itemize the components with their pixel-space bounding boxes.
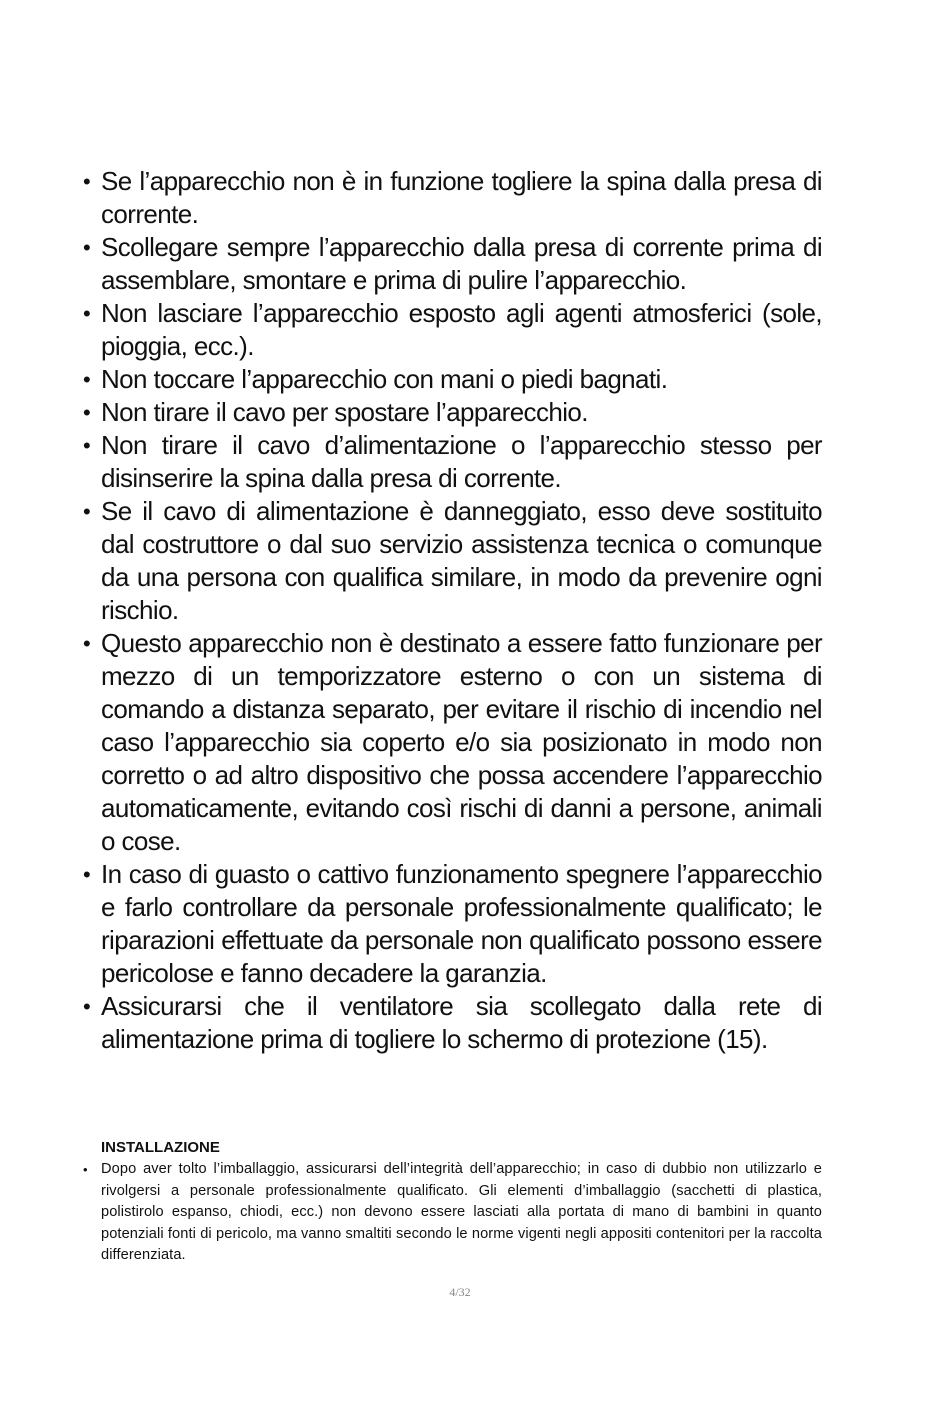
list-item: [80, 1159, 822, 1267]
list-item: [80, 396, 822, 429]
bullet-icon: •: [83, 169, 91, 194]
list-item-text: Assicurarsi che il ventilatore sia scollegato dalla rete di alimentazione prima di togliere lo schermo di protezione (15).: [101, 991, 822, 1054]
list-item: [80, 297, 822, 363]
installation-heading: INSTALLAZIONE: [101, 1139, 220, 1156]
list-item: [80, 363, 822, 396]
bullet-icon: •: [83, 433, 91, 458]
bullet-icon: •: [83, 499, 91, 524]
list-item: [80, 231, 822, 297]
list-item-text: Questo apparecchio non è destinato a essere fatto funzionare per mezzo di un temporizzatore esterno o con un sistema di comando a distanza separato, per evitare il rischio di incendio nel caso l’apparecchio sia coperto e/o sia posizionato in modo non corretto o ad altro dispositivo che possa accendere l’apparecchio automaticamente, evitando così rischi di danni a persone, animali o cose.: [101, 628, 822, 856]
safety-warnings-list: [80, 165, 822, 1056]
bullet-icon: •: [83, 235, 91, 260]
list-item: [80, 495, 822, 627]
list-item: [80, 165, 822, 231]
list-item-text: Se l’apparecchio non è in funzione togliere la spina dalla presa di corrente.: [101, 166, 822, 229]
list-item-text: Non lasciare l’apparecchio esposto agli agenti atmosferici (sole, pioggia, ecc.).: [101, 298, 822, 361]
bullet-icon: •: [83, 400, 91, 425]
list-item-text: Se il cavo di alimentazione è danneggiato, esso deve sostituito dal costruttore o dal suo servizio assistenza tecnica o comunque da una persona con qualifica similare, in modo da prevenire ogni rischio.: [101, 496, 822, 625]
list-item-text: Scollegare sempre l’apparecchio dalla presa di corrente prima di assemblare, smontare e prima di pulire l’apparecchio.: [101, 232, 822, 295]
list-item-text: Non tirare il cavo per spostare l’apparecchio.: [101, 397, 588, 427]
list-item-text: Non tirare il cavo d’alimentazione o l’apparecchio stesso per disinserire la spina dalla presa di corrente.: [101, 430, 822, 493]
bullet-icon: •: [83, 631, 91, 656]
bullet-icon: •: [83, 301, 91, 326]
list-item-text: Dopo aver tolto l’imballaggio, assicurarsi dell’integrità dell’apparecchio; in caso di dubbio non utilizzarlo e rivolgersi a personale professionalmente qualificato. Gli elementi d’imballaggio (sacchetti di plastica, polistirolo espanso, chiodi, ecc.) non devono essere lasciati alla portata di mano di bambini in quanto potenziali fonti di pericolo, ma vanno smaltiti secondo le norme vigenti negli appositi contenitori per la raccolta differenziata.: [101, 1161, 822, 1263]
page-number: 4/32: [449, 1285, 471, 1299]
installation-list: [80, 1159, 822, 1267]
list-item: [80, 990, 822, 1056]
installation-section: [80, 1138, 822, 1267]
bullet-icon: •: [83, 1162, 88, 1177]
bullet-icon: •: [83, 862, 91, 887]
list-item: [80, 627, 822, 858]
list-item-text: In caso di guasto o cattivo funzionamento spegnere l’apparecchio e farlo controllare da personale professionalmente qualificato; le riparazioni effettuate da personale non qualificato possono essere pericolose e fanno decadere la garanzia.: [101, 859, 822, 988]
bullet-icon: •: [83, 994, 91, 1019]
list-item: [80, 429, 822, 495]
list-item-text: Non toccare l’apparecchio con mani o piedi bagnati.: [101, 364, 668, 394]
list-item: [80, 858, 822, 990]
bullet-icon: •: [83, 367, 91, 392]
